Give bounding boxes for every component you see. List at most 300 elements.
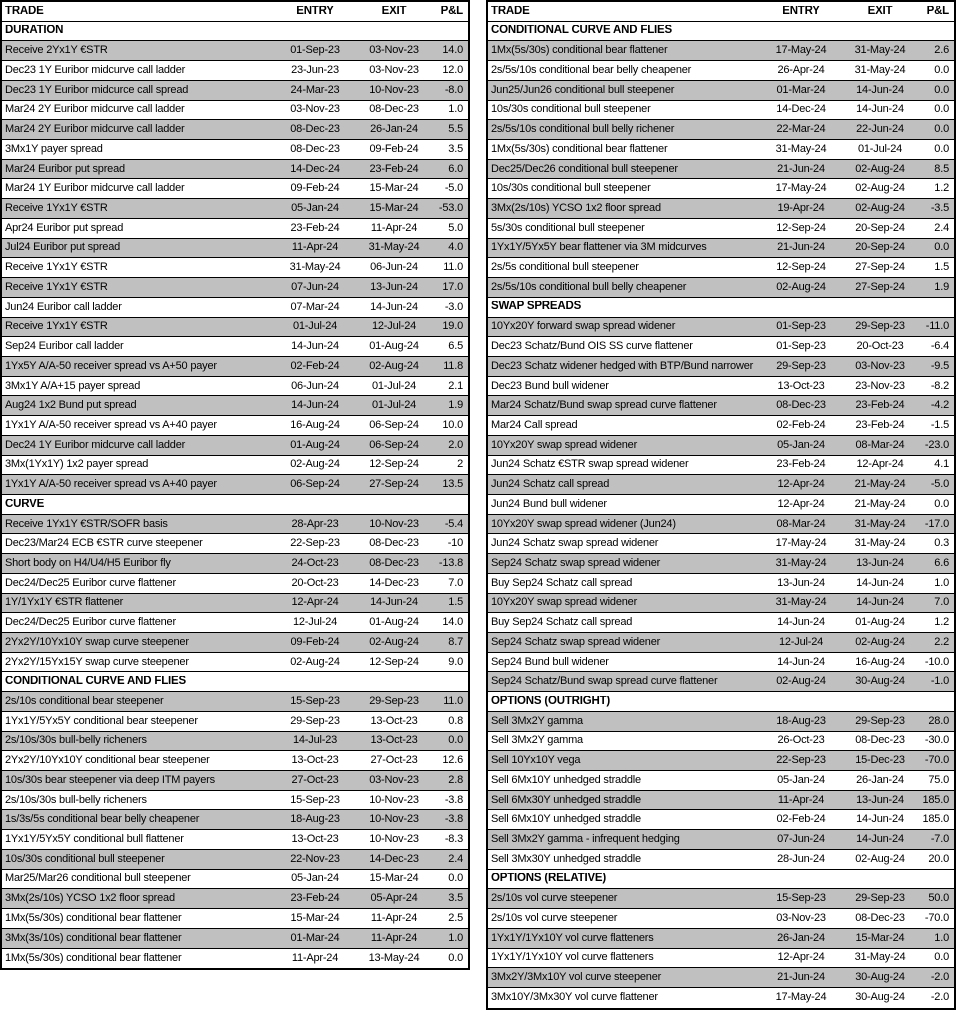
pnl-cell: 1.0 [934,577,949,589]
exit-cell: 10-Nov-23 [369,518,419,530]
table-row [2,318,468,338]
entry-cell: 03-Nov-23 [290,104,340,116]
table-row [2,791,468,811]
pnl-cell: -5.0 [444,183,463,195]
entry-cell: 02-Feb-24 [776,419,826,431]
trade-table-right [486,0,956,1010]
entry-cell: 15-Sep-23 [290,794,340,806]
trade-cell: Sell 6Mx10Y unhedged straddle [491,774,641,786]
table-row [488,377,954,397]
pnl-cell: 0.0 [934,242,949,254]
pnl-cell: 12.6 [442,755,463,767]
table-row [488,633,954,653]
exit-cell: 03-Nov-23 [369,45,419,57]
exit-cell: 15-Mar-24 [369,203,419,215]
pnl-cell: 9.0 [448,656,463,668]
entry-cell: 13-Oct-23 [291,834,339,846]
table-row [488,278,954,298]
trade-cell: Dec24/Dec25 Euribor curve flattener [5,577,176,589]
table-row [2,278,468,298]
entry-cell: 12-Sep-24 [776,262,826,274]
table-row [2,357,468,377]
pnl-cell: -17.0 [924,518,949,530]
pnl-cell: 10.0 [442,419,463,431]
trade-cell: Dec25/Dec26 conditional bull steepener [491,163,678,175]
exit-cell: 27-Oct-23 [370,755,418,767]
entry-cell: 01-Mar-24 [290,932,340,944]
pnl-cell: 2.5 [448,912,463,924]
pnl-cell: 6.6 [934,557,949,569]
trade-cell: 3Mx(2s/10s) YCSO 1x2 floor spread [5,893,175,905]
exit-cell: 14-Jun-24 [370,597,418,609]
pnl-cell: 185.0 [922,794,949,806]
entry-cell: 31-May-24 [775,557,827,569]
table-row [488,219,954,239]
table-row [488,101,954,121]
pnl-cell: 1.5 [448,597,463,609]
table-row [488,613,954,633]
trade-cell: Short body on H4/U4/H5 Euribor fly [5,557,171,569]
exit-cell: 30-Aug-24 [855,972,905,984]
entry-cell: 14-Jun-24 [291,400,339,412]
table-row [2,594,468,614]
table-row [488,160,954,180]
section-title: OPTIONS (RELATIVE) [491,873,607,885]
exit-cell: 21-May-24 [854,498,906,510]
exit-cell: 11-Apr-24 [370,222,418,234]
trade-cell: Jul24 Euribor put spread [5,242,121,254]
table-row [488,140,954,160]
trade-cell: 2s/5s/10s conditional bull belly cheapener [491,281,687,293]
trade-table-left [0,0,470,970]
pnl-cell: -7.0 [930,834,949,846]
exit-cell: 02-Aug-24 [855,163,905,175]
table-row [2,751,468,771]
entry-cell: 12-Apr-24 [777,498,825,510]
table-row [488,179,954,199]
entry-cell: 14-Jun-24 [777,617,825,629]
exit-cell: 14-Dec-23 [369,853,419,865]
trade-cell: Mar24 Schatz/Bund swap spread curve flattener [491,400,717,412]
entry-cell: 05-Jan-24 [777,774,825,786]
trade-cell: 2s/5s/10s conditional bull belly richener [491,124,675,136]
entry-cell: 02-Aug-24 [290,459,340,471]
table-row [2,515,468,535]
exit-cell: 29-Sep-23 [369,696,419,708]
trade-cell: 2s/10s vol curve steepener [491,893,618,905]
entry-cell: 17-May-24 [775,183,827,195]
trade-cell: Sep24 Schatz swap spread widener [491,636,661,648]
pnl-cell: 0.0 [448,735,463,747]
section-title: CONDITIONAL CURVE AND FLIES [5,676,186,688]
pnl-cell: 0.0 [448,873,463,885]
exit-cell: 01-Jul-24 [371,380,417,392]
table-row [488,653,954,673]
pnl-cell: 0.0 [934,143,949,155]
trade-cell: Dec23/Mar24 ECB €STR curve steepener [5,538,203,550]
pnl-cell: -2.0 [930,972,949,984]
section-header-row [2,672,468,692]
column-header-pnl: P&L [926,5,949,17]
entry-cell: 02-Aug-24 [290,656,340,668]
column-header-exit: EXIT [381,5,407,17]
trade-cell: 1Mx(5s/30s) conditional bear flattener [491,45,668,57]
pnl-cell: -30.0 [924,735,949,747]
entry-cell: 12-Jul-24 [778,636,824,648]
entry-cell: 23-Feb-24 [290,893,340,905]
exit-cell: 22-Jun-24 [856,124,904,136]
exit-cell: 11-Apr-24 [370,932,418,944]
pnl-cell: 2 [457,459,463,471]
entry-cell: 13-Oct-23 [291,755,339,767]
pnl-cell: 13.5 [442,479,463,491]
table-row [2,396,468,416]
entry-cell: 22-Sep-23 [290,538,340,550]
trade-cell: Receive 1Yx1Y €STR [5,281,108,293]
pnl-cell: 1.5 [934,262,949,274]
pnl-cell: 4.1 [934,459,949,471]
column-header-trade: TRADE [5,5,44,17]
entry-cell: 22-Mar-24 [776,124,826,136]
pnl-cell: 11.0 [443,262,463,274]
trade-cell: Receive 1Yx1Y €STR [5,321,108,333]
exit-cell: 30-Aug-24 [855,992,905,1004]
entry-cell: 20-Oct-23 [291,577,339,589]
pnl-cell: 185.0 [922,814,949,826]
trade-cell: 2s/10s vol curve steepener [491,912,618,924]
table-row [2,61,468,81]
table-row [488,81,954,101]
trade-cell: Sell 3Mx2Y gamma [491,735,583,747]
trade-cell: Jun24 Euribor call ladder [5,301,122,313]
trade-cell: 10s/30s conditional bull steepener [491,104,651,116]
pnl-cell: -11.0 [925,321,949,333]
exit-cell: 10-Nov-23 [369,794,419,806]
exit-cell: 01-Aug-24 [369,341,419,353]
table-row [488,436,954,456]
exit-cell: 31-May-24 [854,952,906,964]
entry-cell: 29-Sep-23 [290,715,340,727]
exit-cell: 29-Sep-23 [855,321,905,333]
entry-cell: 29-Sep-23 [776,360,826,372]
trade-cell: 10Yx20Y forward swap spread widener [491,321,676,333]
trade-cell: Receive 1Yx1Y €STR [5,262,108,274]
entry-cell: 16-Aug-24 [290,419,340,431]
section-header-row [488,692,954,712]
pnl-cell: 2.4 [448,853,463,865]
trade-cell: Sep24 Schatz swap spread widener [491,557,661,569]
entry-cell: 24-Mar-23 [290,84,340,96]
pnl-cell: 1.9 [934,281,949,293]
entry-cell: 17-May-24 [775,992,827,1004]
table-row [2,219,468,239]
pnl-cell: 11.0 [443,696,463,708]
table-row [2,258,468,278]
pnl-cell: 6.0 [448,163,463,175]
pnl-cell: 2.0 [448,439,463,451]
table-row [488,416,954,436]
pnl-cell: -70.0 [924,755,949,767]
exit-cell: 06-Sep-24 [369,419,419,431]
pnl-cell: 0.0 [934,124,949,136]
table-row [488,258,954,278]
trade-cell: 1s/3s/5s conditional bear belly cheapener [5,814,200,826]
pnl-cell: 1.0 [448,932,463,944]
entry-cell: 21-Jun-24 [777,972,825,984]
entry-cell: 31-May-24 [775,143,827,155]
entry-cell: 15-Mar-24 [290,912,340,924]
table-row [488,554,954,574]
trade-cell: Sep24 Schatz/Bund swap spread curve flattener [491,676,718,688]
trade-cell: 1Yx5Y A/A-50 receiver spread vs A+50 payer [5,360,217,372]
exit-cell: 12-Apr-24 [856,459,904,471]
entry-cell: 08-Dec-23 [290,124,340,136]
entry-cell: 22-Sep-23 [776,755,826,767]
table-row [488,239,954,259]
exit-cell: 14-Jun-24 [856,84,904,96]
pnl-cell: 2.1 [448,380,463,392]
section-title: CONDITIONAL CURVE AND FLIES [491,25,672,37]
table-row [2,830,468,850]
exit-cell: 31-May-24 [854,538,906,550]
trade-cell: Jun24 Bund bull widener [491,498,607,510]
entry-cell: 28-Jun-24 [777,853,825,865]
exit-cell: 15-Mar-24 [369,873,419,885]
trade-cell: Receive 2Yx1Y €STR [5,45,108,57]
table-row [2,337,468,357]
trade-cell: Dec24/Dec25 Euribor curve flattener [5,617,176,629]
section-header-row [488,298,954,318]
exit-cell: 23-Nov-23 [855,380,905,392]
exit-cell: 03-Nov-23 [369,65,419,77]
entry-cell: 11-Apr-24 [291,952,339,964]
table-row [488,791,954,811]
trade-cell: 3Mx1Y A/A+15 payer spread [5,380,141,392]
pnl-cell: 2.8 [448,774,463,786]
pnl-cell: -8.3 [444,834,463,846]
table-row [488,456,954,476]
exit-cell: 14-Jun-24 [370,301,418,313]
entry-cell: 31-May-24 [775,597,827,609]
table-row [2,81,468,101]
trade-cell: Dec23 1Y Euribor midcurve call ladder [5,65,186,77]
trade-cell: 2Yx2Y/15Yx15Y swap curve steepener [5,656,189,668]
exit-cell: 08-Mar-24 [855,439,905,451]
pnl-cell: -53.0 [438,203,463,215]
pnl-cell: 7.0 [448,577,463,589]
exit-cell: 21-May-24 [854,479,906,491]
table-row [488,594,954,614]
entry-cell: 14-Jul-23 [292,735,338,747]
pnl-cell: -6.4 [930,341,949,353]
entry-cell: 01-Sep-23 [776,321,826,333]
pnl-cell: 0.0 [934,498,949,510]
exit-cell: 13-Oct-23 [370,715,418,727]
exit-cell: 02-Aug-24 [855,636,905,648]
entry-cell: 26-Apr-24 [777,65,825,77]
trade-cell: 2s/5s/10s conditional bear belly cheapener [491,65,692,77]
exit-cell: 14-Jun-24 [856,597,904,609]
pnl-cell: -1.5 [930,419,949,431]
pnl-cell: -3.0 [444,301,463,313]
trade-cell: 10s/30s conditional bull steepener [5,853,165,865]
table-row [488,712,954,732]
pnl-cell: 1.0 [448,104,463,116]
pnl-cell: 14.0 [442,617,463,629]
column-header-exit: EXIT [867,5,893,17]
entry-cell: 26-Jan-24 [777,932,825,944]
exit-cell: 27-Sep-24 [855,262,905,274]
table-row [2,160,468,180]
pnl-cell: -10 [447,538,463,550]
pnl-cell: -2.0 [930,992,949,1004]
entry-cell: 08-Dec-23 [776,400,826,412]
pnl-cell: -5.0 [930,479,949,491]
entry-cell: 17-May-24 [775,45,827,57]
table-row [488,771,954,791]
entry-cell: 19-Apr-24 [777,203,825,215]
pnl-cell: 0.3 [934,538,949,550]
trade-cell: Sep24 Euribor call ladder [5,341,124,353]
exit-cell: 01-Aug-24 [369,617,419,629]
table-row [2,870,468,890]
table-row [2,889,468,909]
entry-cell: 07-Jun-24 [777,834,825,846]
trade-cell: 3Mx(3s/10s) conditional bear flattener [5,932,182,944]
trade-cell: 1Yx1Y/5Yx5Y conditional bear steepener [5,715,198,727]
pnl-cell: 2.6 [934,45,949,57]
exit-cell: 31-May-24 [854,65,906,77]
entry-cell: 09-Feb-24 [290,636,340,648]
section-title: SWAP SPREADS [491,301,582,313]
entry-cell: 11-Apr-24 [777,794,825,806]
pnl-cell: 50.0 [928,893,949,905]
pnl-cell: -3.8 [444,794,463,806]
exit-cell: 14-Jun-24 [856,814,904,826]
pnl-cell: -23.0 [924,439,949,451]
trade-cell: Mar24 1Y Euribor midcurve call ladder [5,183,185,195]
entry-cell: 12-Apr-24 [777,952,825,964]
entry-cell: 15-Sep-23 [776,893,826,905]
entry-cell: 14-Jun-24 [291,341,339,353]
trade-cell: 1Yx1Y/5Yx5Y bear flattener via 3M midcurves [491,242,707,254]
table-row [2,377,468,397]
pnl-cell: -8.2 [930,380,949,392]
table-row [2,850,468,870]
column-header-row [2,2,468,22]
table-row [488,574,954,594]
pnl-cell: 1.2 [934,183,949,195]
table-row [2,456,468,476]
table-row [2,613,468,633]
pnl-cell: 14.0 [442,45,463,57]
pnl-cell: 20.0 [928,853,949,865]
trade-cell: Mar24 Euribor put spread [5,163,125,175]
pnl-cell: 4.0 [448,242,463,254]
table-row [488,988,954,1008]
entry-cell: 01-Sep-23 [290,45,340,57]
table-row [2,140,468,160]
exit-cell: 23-Feb-24 [369,163,419,175]
section-header-row [2,495,468,515]
trade-cell: 10Yx20Y swap spread widener [491,439,638,451]
entry-cell: 14-Dec-24 [776,104,826,116]
pnl-cell: 1.2 [934,617,949,629]
table-row [2,633,468,653]
pnl-cell: 2.2 [934,636,949,648]
trade-cell: Sell 3Mx2Y gamma - infrequent hedging [491,834,680,846]
entry-cell: 14-Jun-24 [777,656,825,668]
exit-cell: 13-Jun-24 [856,794,904,806]
pnl-cell: -8.0 [444,84,463,96]
table-row [2,101,468,121]
entry-cell: 27-Oct-23 [291,774,339,786]
trade-cell: Sell 6Mx10Y unhedged straddle [491,814,641,826]
table-row [488,475,954,495]
exit-cell: 29-Sep-23 [855,715,905,727]
trade-cell: Jun24 Schatz call spread [491,479,610,491]
entry-cell: 07-Mar-24 [290,301,340,313]
table-row [488,41,954,61]
entry-cell: 12-Apr-24 [777,479,825,491]
entry-cell: 14-Dec-24 [290,163,340,175]
pnl-cell: -3.5 [930,203,949,215]
column-header-entry: ENTRY [296,5,334,17]
table-row [488,534,954,554]
section-title: OPTIONS (OUTRIGHT) [491,695,611,707]
entry-cell: 12-Sep-24 [776,222,826,234]
entry-cell: 13-Jun-24 [777,577,825,589]
table-row [488,889,954,909]
table-row [488,515,954,535]
exit-cell: 13-Oct-23 [370,735,418,747]
exit-cell: 31-May-24 [368,242,420,254]
trade-cell: 3Mx2Y/3Mx10Y vol curve steepener [491,972,662,984]
entry-cell: 02-Aug-24 [776,676,826,688]
trade-cell: Sell 10Yx10Y vega [491,755,581,767]
trade-cell: 10s/30s bear steepener via deep ITM payers [5,774,215,786]
pnl-cell: 3.5 [448,893,463,905]
pnl-cell: 1.9 [448,400,463,412]
exit-cell: 30-Aug-24 [855,676,905,688]
pnl-cell: 11.8 [443,360,463,372]
pnl-cell: 0.0 [934,65,949,77]
trade-cell: Mar25/Mar26 conditional bull steepener [5,873,191,885]
column-header-entry: ENTRY [782,5,820,17]
trade-cell: Dec23 Schatz widener hedged with BTP/Bund narrower [491,360,754,372]
trade-cell: Dec23 Bund bull widener [491,380,609,392]
section-title: CURVE [5,498,45,510]
exit-cell: 08-Dec-23 [369,104,419,116]
entry-cell: 06-Sep-24 [290,479,340,491]
exit-cell: 26-Jan-24 [370,124,418,136]
entry-cell: 28-Apr-23 [291,518,339,530]
table-row [488,357,954,377]
trade-cell: Receive 1Yx1Y €STR [5,203,108,215]
table-row [488,61,954,81]
entry-cell: 08-Dec-23 [290,143,340,155]
table-row [2,534,468,554]
entry-cell: 21-Jun-24 [777,242,825,254]
pnl-cell: 12.0 [442,65,463,77]
entry-cell: 05-Jan-24 [291,203,339,215]
entry-cell: 01-Aug-24 [290,439,340,451]
table-row [488,909,954,929]
entry-cell: 12-Jul-24 [292,617,338,629]
pnl-cell: 0.0 [934,84,949,96]
exit-cell: 23-Feb-24 [855,419,905,431]
trade-cell: Mar24 Call spread [491,419,578,431]
